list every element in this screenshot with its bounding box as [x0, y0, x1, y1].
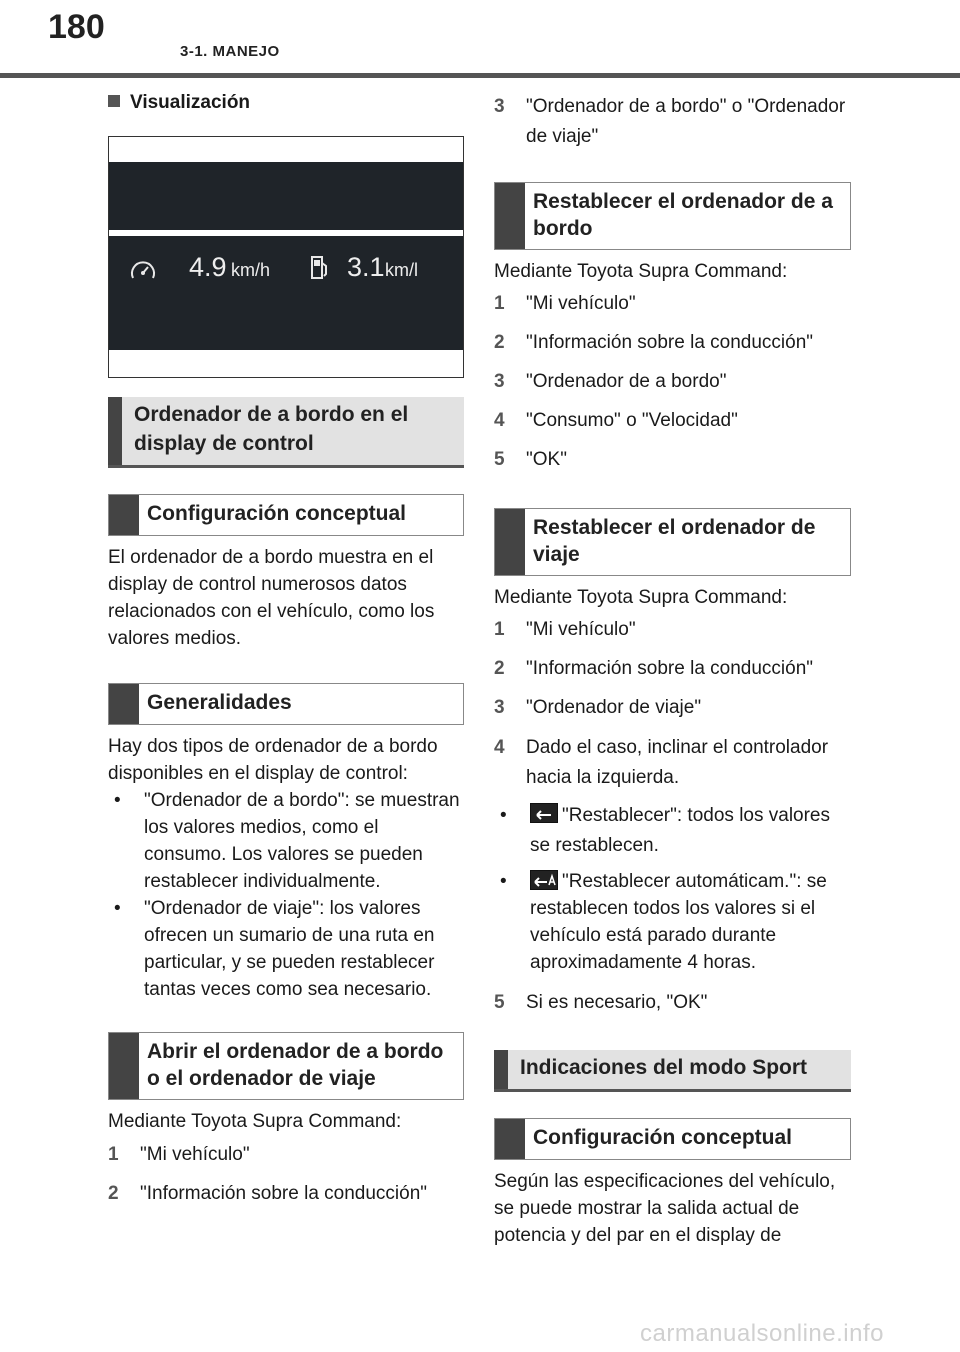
heading-box-ordenador: Ordenador de a bordo en el display de control: [108, 397, 464, 468]
step-list-item: 2 "Información sobre la conducción": [494, 332, 814, 353]
bullet-ordenador-viaje: • "Ordenador de viaje": los valores ofrecen un sumario de una ruta en particular, y se pueden restablecer tantas veces como sea necesario.: [114, 898, 435, 1000]
heading-box-generalidades: Generalidades: [108, 683, 464, 725]
display-top-panel: [109, 162, 463, 230]
step-right-3: 3 "Ordenador de a bordo" o "Ordenador de viaje": [494, 96, 846, 147]
display-illustration: [108, 136, 464, 378]
step-left-2: 2 "Información sobre la conducción": [108, 1183, 428, 1204]
step-list-item: 3 "Ordenador de viaje": [494, 697, 702, 718]
heading-box-configuracion: Configuración conceptual: [108, 494, 464, 536]
page-number: 180: [48, 8, 105, 46]
consumption-value: 3.1: [347, 252, 385, 282]
display-main-panel: [109, 236, 463, 350]
section-title: 3-1. MANEJO: [180, 43, 280, 60]
heading-box-abrir: Abrir el ordenador de a bordo o el ordenador de viaje: [108, 1032, 464, 1100]
heading-box-restablecer-viaje: Restablecer el ordenador de viaje: [494, 508, 851, 576]
step-list-item: 4 "Consumo" o "Velocidad": [494, 410, 738, 431]
consumption-unit: km/l: [385, 260, 418, 280]
bullet-restablecer-auto: • "Restablecer automáticam.": se restablecen todos los valores si el vehículo está parado durante aproximadamente 4 horas.: [500, 871, 827, 973]
step-list-item: 1 "Mi vehículo": [494, 619, 636, 640]
steps-restablecer-viaje: [494, 616, 846, 793]
via-command-left: Mediante Toyota Supra Command:: [108, 1111, 402, 1132]
steps-restablecer-bordo: [494, 290, 846, 485]
para-sport: Según las especificaciones del vehículo, se puede mostrar la salida actual de potencia y del par en el display de: [494, 1171, 836, 1246]
via-command-right-1: Mediante Toyota Supra Command:: [494, 261, 788, 282]
heading-square-icon: [108, 95, 120, 107]
heading-box-restablecer-bordo: Restablecer el ordenador de a bordo: [494, 182, 851, 250]
heading-box-sport: Indicaciones del modo Sport: [494, 1050, 851, 1092]
auto-reset-icon: [530, 870, 558, 890]
watermark: carmanualsonline.info: [640, 1320, 884, 1347]
step-list-item: 4 Dado el caso, inclinar el controlador hacia la izquierda.: [494, 737, 829, 788]
via-command-right-2: Mediante Toyota Supra Command:: [494, 587, 788, 608]
step-list-item: 3 "Ordenador de a bordo": [494, 371, 727, 392]
step-list-item: 1 "Mi vehículo": [494, 293, 636, 314]
step-left-1: 1 "Mi vehículo": [108, 1144, 250, 1165]
step-right-5: 5 Si es necesario, "OK": [494, 992, 708, 1013]
speedometer-icon: [129, 258, 157, 282]
para-intro: El ordenador de a bordo muestra en el display de control numerosos datos relacionados con el vehículo, como los valores medios.: [108, 547, 435, 649]
reset-icon: [530, 803, 558, 823]
fuel-pump-icon: [311, 254, 329, 280]
bullet-restablecer: • "Restablecer": todos los valores se restablecen.: [500, 805, 831, 856]
speed-unit: km/h: [231, 260, 271, 280]
step-list-item: 5 "OK": [494, 449, 567, 470]
step-list-item: 2 "Información sobre la conducción": [494, 658, 814, 679]
speed-value: 4.9: [189, 252, 227, 282]
header-rule: [0, 73, 960, 78]
heading-box-configuracion-2: Configuración conceptual: [494, 1118, 851, 1160]
visualizacion-heading: Visualización: [108, 92, 250, 114]
bullet-ordenador-bordo: • "Ordenador de a bordo": se muestran los valores medios, como el consumo. Los valores se pueden restablecer individualmente.: [114, 790, 460, 892]
para-tipos: Hay dos tipos de ordenador de a bordo disponibles en el display de control:: [108, 736, 438, 784]
